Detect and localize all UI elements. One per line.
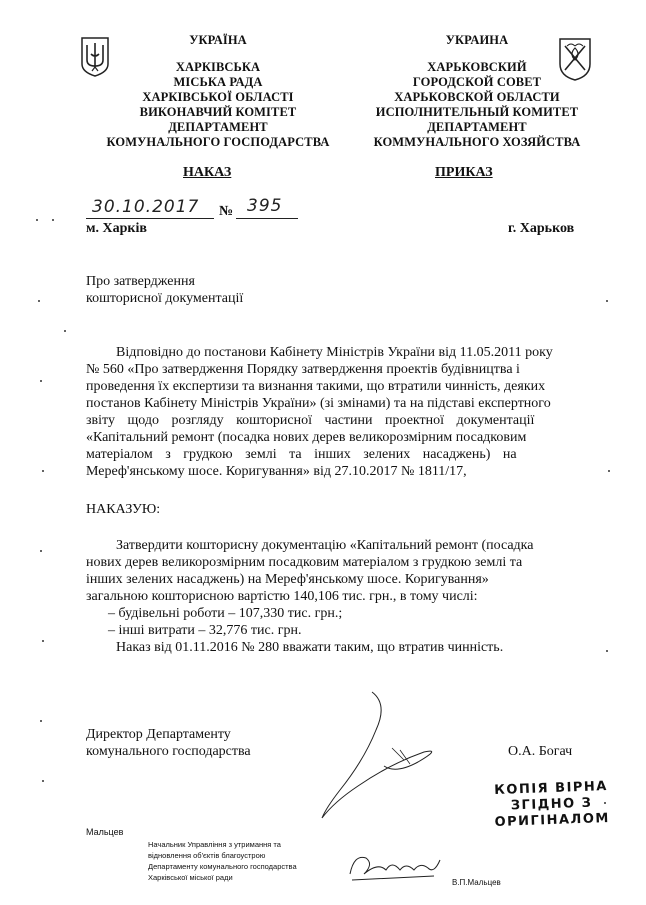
repeal-line: Наказ від 01.11.2016 № 280 вважати таким, що втратив чинність. [116, 640, 504, 655]
header-left-country: УКРАЇНА [189, 33, 247, 47]
certifier-name: В.П.Мальцев [452, 878, 501, 887]
scan-dot [40, 720, 42, 722]
scan-dot [40, 380, 42, 382]
preamble-line: Відповідно до постанови Кабінету Міністрів України від 11.05.2011 року [116, 345, 553, 360]
header-right [362, 33, 592, 150]
header-left-line: ХАРКІВСЬКОЇ ОБЛАСТІ [142, 90, 294, 104]
header-right-country: УКРАИНА [445, 33, 509, 47]
doc-type-right: ПРИКАЗ [435, 165, 493, 180]
preamble-line: постанов Кабінету Міністрів України» (зі змінами) та на підставі експертного [86, 396, 551, 411]
preamble-line: проведення їх експертизи та визнання такими, що втратили чинність, деяких [86, 379, 546, 394]
header-left-line: КОМУНАЛЬНОГО ГОСПОДАРСТВА [106, 135, 330, 149]
number-underline [236, 218, 298, 219]
header-left-line: ХАРКІВСЬКА [175, 60, 261, 74]
scan-dot [36, 219, 38, 221]
header-left [100, 33, 336, 150]
order-line: загальною кошторисною вартістю 140,106 тис. грн., в тому числі: [86, 589, 478, 604]
stamp-line: ОРИГІНАЛОМ [494, 810, 611, 830]
subject-line: Про затвердження [86, 274, 195, 289]
scan-dot [38, 300, 40, 302]
scan-dot [606, 650, 608, 652]
header-left-line: ВИКОНАВЧИЙ КОМІТЕТ [139, 105, 297, 119]
signature-position-line: комунального господарства [86, 744, 251, 759]
certified-copy-stamp [493, 779, 610, 831]
scan-dot [40, 550, 42, 552]
stamp-line: ЗГІДНО З [510, 795, 593, 814]
subject-line: кошторисної документації [86, 291, 244, 306]
signature-position-line: Директор Департаменту [86, 727, 231, 742]
registration-number-label: № [219, 204, 234, 219]
header-right-line: ХАРЬКОВСКОЙ ОБЛАСТИ [394, 90, 560, 104]
preamble [86, 344, 588, 480]
executor-name: Мальцев [86, 827, 124, 837]
director-signature [300, 690, 450, 830]
header-left-line: МІСЬКА РАДА [173, 75, 263, 89]
registration-number: 395 [247, 196, 283, 216]
city-left: м. Харків [86, 221, 147, 236]
certifier-signature [344, 840, 444, 890]
header-right-line: ДЕПАРТАМЕНТ [427, 120, 527, 134]
scan-dot [42, 470, 44, 472]
scan-dot [52, 219, 54, 221]
order-word: НАКАЗУЮ: [86, 502, 161, 517]
signature-name: О.А. Богач [508, 744, 573, 759]
header-right-line: ГОРОДСКОЙ СОВЕТ [412, 75, 542, 89]
signature-position [86, 726, 251, 760]
preamble-line: звіту щодо розгляду кошторисної частини проектної документації [86, 413, 535, 428]
registration-date: 30.10.2017 [92, 197, 200, 217]
scan-dot [606, 300, 608, 302]
certifier-line: Начальник Управління з утримання та [148, 840, 281, 849]
header-left-line: ДЕПАРТАМЕНТ [168, 120, 268, 134]
scan-dot [42, 640, 44, 642]
scan-dot [64, 330, 66, 332]
subject [86, 273, 243, 307]
doc-type-left: НАКАЗ [183, 165, 232, 180]
order-text [86, 537, 588, 656]
order-line: Затвердити кошторисну документацію «Капітальний ремонт (посадка [116, 538, 534, 553]
date-underline [86, 218, 214, 219]
header-right-line: КОММУНАЛЬНОГО ХОЗЯЙСТВА [373, 135, 581, 149]
certifier-line: Харківської міської ради [148, 873, 233, 882]
certifier-line: відновлення об'єктів благоустрою [148, 851, 266, 860]
header-right-line: ИСПОЛНИТЕЛЬНЫЙ КОМИТЕТ [375, 105, 579, 119]
city-right: г. Харьков [508, 221, 575, 236]
certifier-block [148, 839, 297, 883]
stamp-line: КОПІЯ ВІРНА [494, 779, 609, 798]
scan-dot [604, 802, 606, 804]
order-line: нових дерев великорозмірним посадковим матеріалом з грудкою землі та [86, 555, 523, 570]
header-right-line: ХАРЬКОВСКИЙ [427, 60, 527, 74]
order-line: інших зелених насаджень) на Мереф'янському шосе. Коригування» [86, 572, 489, 587]
order-item: – інші витрати – 32,776 тис. грн. [108, 623, 302, 638]
certifier-line: Департаменту комунального господарства [148, 862, 297, 871]
preamble-line: Мереф'янському шосе. Коригування» від 27.10.2017 № 1811/17, [86, 464, 467, 479]
scan-dot [42, 780, 44, 782]
preamble-line: «Капітальний ремонт (посадка нових дерев великорозмірним посадковим [86, 430, 527, 445]
scan-dot [608, 470, 610, 472]
order-item: – будівельні роботи – 107,330 тис. грн.; [108, 606, 343, 621]
preamble-line: № 560 «Про затвердження Порядку затвердження проектів будівництва і [86, 362, 520, 377]
preamble-line: матеріалом з грудкою землі та інших зелених насаджень) на [86, 447, 517, 462]
